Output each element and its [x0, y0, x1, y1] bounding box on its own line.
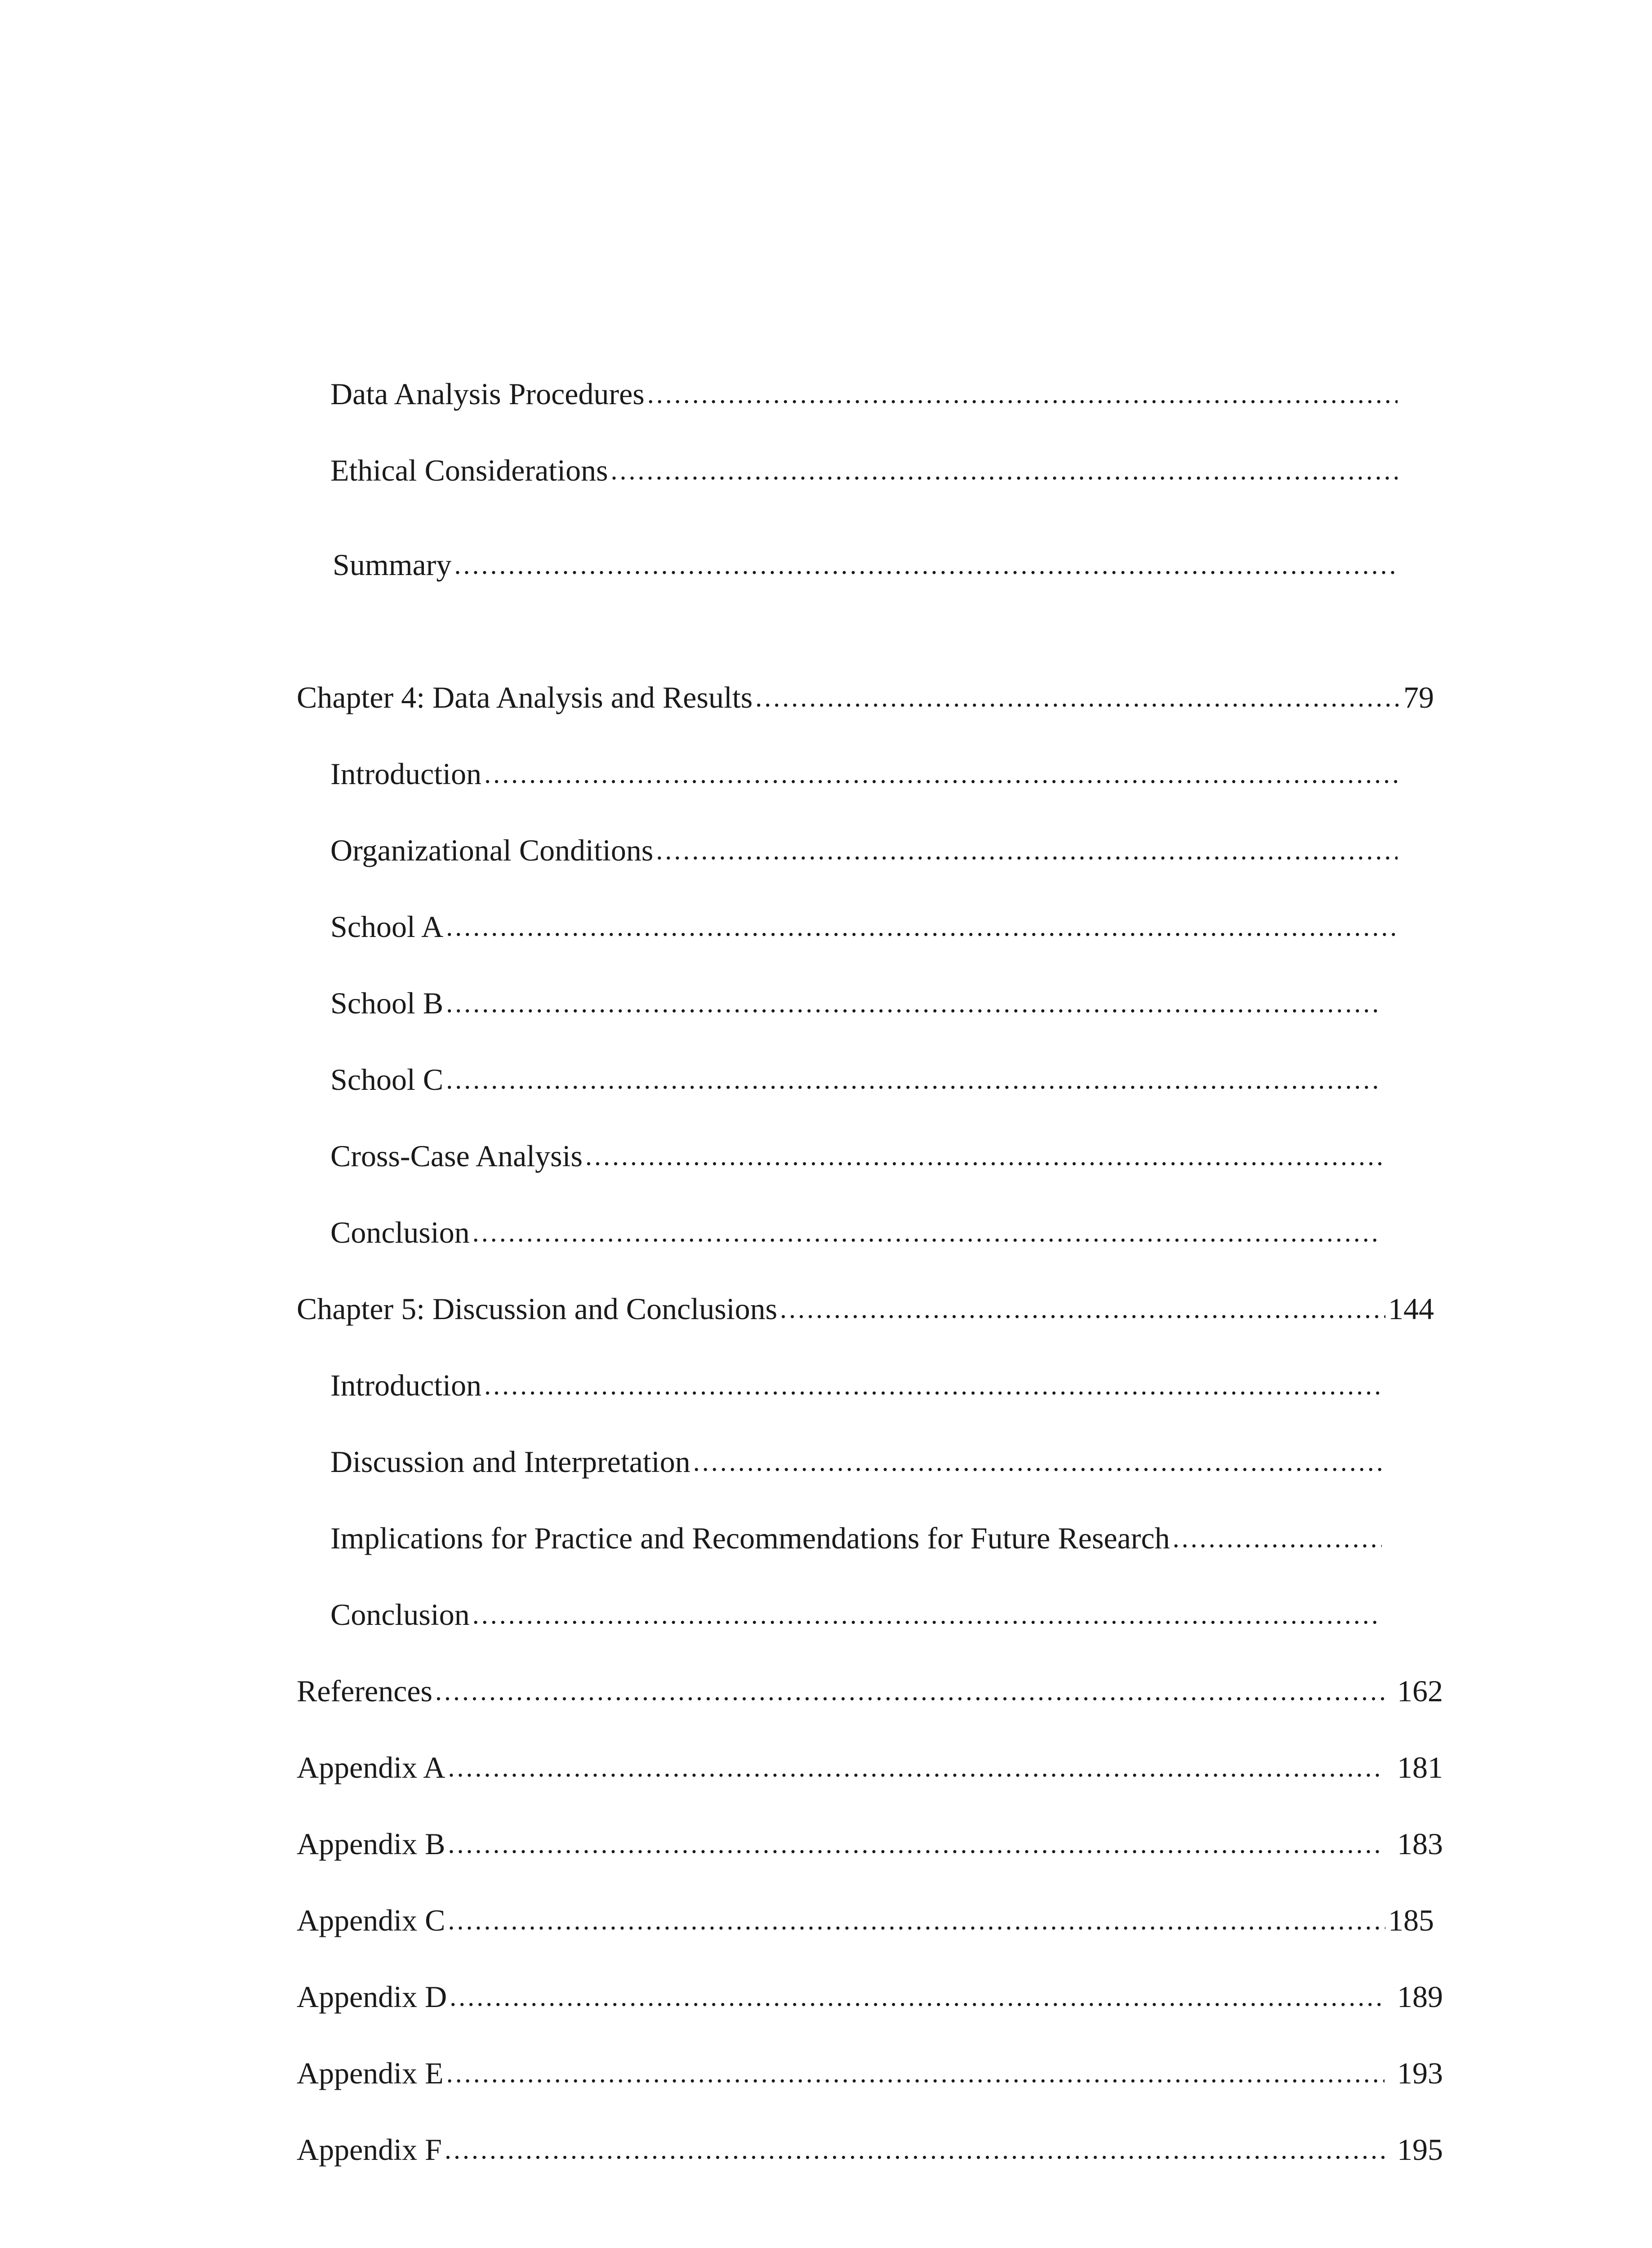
toc-entry-label: Introduction: [330, 1368, 482, 1402]
dot-leader: [446, 911, 1398, 942]
toc-entry-school-c: [330, 1045, 1385, 1095]
toc-entry-label: Summary: [333, 548, 452, 582]
toc-entry-implications: [330, 1504, 1385, 1553]
toc-entry-appendix-a: [297, 1733, 1443, 1783]
toc-entry-page: 181: [1397, 1750, 1443, 1784]
toc-entry-label: School B: [330, 986, 444, 1020]
toc-entry-label: Conclusion: [330, 1597, 470, 1632]
toc-entry-label: Chapter 5: Discussion and Conclusions: [297, 1292, 778, 1326]
toc-entry-label: School C: [330, 1062, 444, 1097]
dot-leader: [446, 988, 1382, 1018]
toc-entry-ethical-considerations: [330, 436, 1400, 486]
toc-entry-label: Appendix E: [297, 2056, 444, 2090]
toc-entry-label: Implications for Practice and Recommendations for Future Research: [330, 1521, 1170, 1555]
dot-leader: [585, 1141, 1382, 1171]
toc-entry-label: Discussion and Interpretation: [330, 1445, 690, 1479]
dot-leader: [484, 758, 1398, 789]
toc-entry-school-a: [330, 892, 1400, 942]
toc-entry-appendix-b: [297, 1810, 1443, 1859]
dot-leader: [656, 835, 1398, 865]
toc-entry-label: Conclusion: [330, 1215, 470, 1249]
toc-entry-label: Data Analysis Procedures: [330, 377, 645, 411]
toc-entry-label: Appendix F: [297, 2132, 442, 2167]
toc-entry-page: 193: [1397, 2056, 1443, 2090]
dot-leader: [647, 379, 1398, 409]
toc-entry-page: 144: [1388, 1292, 1434, 1326]
dot-leader: [472, 1217, 1382, 1248]
toc-entry-label: Appendix D: [297, 1980, 447, 2014]
toc-entry-label: Cross-Case Analysis: [330, 1139, 583, 1173]
toc-entry-introduction-ch5: [330, 1351, 1385, 1401]
dot-leader: [693, 1446, 1382, 1477]
toc-entry-label: School A: [330, 910, 444, 944]
toc-entry-appendix-f: [297, 2115, 1443, 2165]
dot-leader: [446, 1064, 1382, 1095]
dot-leader: [454, 549, 1400, 580]
toc-entry-label: Organizational Conditions: [330, 833, 654, 867]
dot-leader: [450, 1981, 1385, 2012]
toc-entry-conclusion-ch4: [330, 1198, 1385, 1248]
toc-entry-label: Appendix C: [297, 1903, 445, 1937]
dot-leader: [446, 2058, 1385, 2088]
toc-entry-label: Introduction: [330, 757, 482, 791]
toc-entry-organizational-conditions: [330, 816, 1400, 865]
dot-leader: [445, 2134, 1385, 2165]
toc-entry-page: 79: [1403, 680, 1434, 714]
toc-entry-label: Chapter 4: Data Analysis and Results: [297, 680, 753, 714]
toc-entry-appendix-c: [297, 1886, 1434, 1936]
toc-entry-discussion-interpretation: [330, 1427, 1385, 1477]
dot-leader: [448, 1905, 1385, 1936]
toc-entry-label: Appendix A: [297, 1750, 445, 1784]
toc-entry-school-b: [330, 969, 1385, 1018]
toc-entry-cross-case-analysis: [330, 1122, 1385, 1171]
dot-leader: [472, 1599, 1382, 1630]
toc-entry-page: 162: [1397, 1674, 1443, 1708]
dot-leader: [448, 1752, 1385, 1783]
dot-leader: [1173, 1523, 1382, 1553]
toc-entry-chapter-5: [297, 1275, 1434, 1324]
dot-leader: [435, 1676, 1385, 1706]
toc-entry-appendix-e: [297, 2039, 1443, 2088]
toc-entry-label: Appendix B: [297, 1827, 445, 1861]
dot-leader: [484, 1370, 1382, 1401]
dot-leader: [755, 682, 1401, 713]
dot-leader: [780, 1293, 1385, 1324]
toc-entry-references: [297, 1657, 1443, 1706]
toc-entry-data-analysis-procedures: [330, 360, 1400, 409]
toc-entry-appendix-d: [297, 1963, 1443, 2012]
toc-entry-page: 195: [1397, 2132, 1443, 2167]
dot-leader: [448, 1829, 1385, 1859]
toc-entry-label: Ethical Considerations: [330, 453, 608, 487]
toc-entry-page: 183: [1397, 1827, 1443, 1861]
toc-entry-page: 189: [1397, 1980, 1443, 2014]
toc-entry-introduction-ch4: [330, 740, 1400, 789]
toc-entry-label: References: [297, 1674, 433, 1708]
toc-entry-page: 185: [1388, 1903, 1434, 1937]
toc-entry-conclusion-ch5: [330, 1580, 1385, 1630]
toc-entry-chapter-4: [297, 663, 1434, 713]
toc-entry-summary: [333, 531, 1403, 580]
dot-leader: [611, 455, 1398, 486]
